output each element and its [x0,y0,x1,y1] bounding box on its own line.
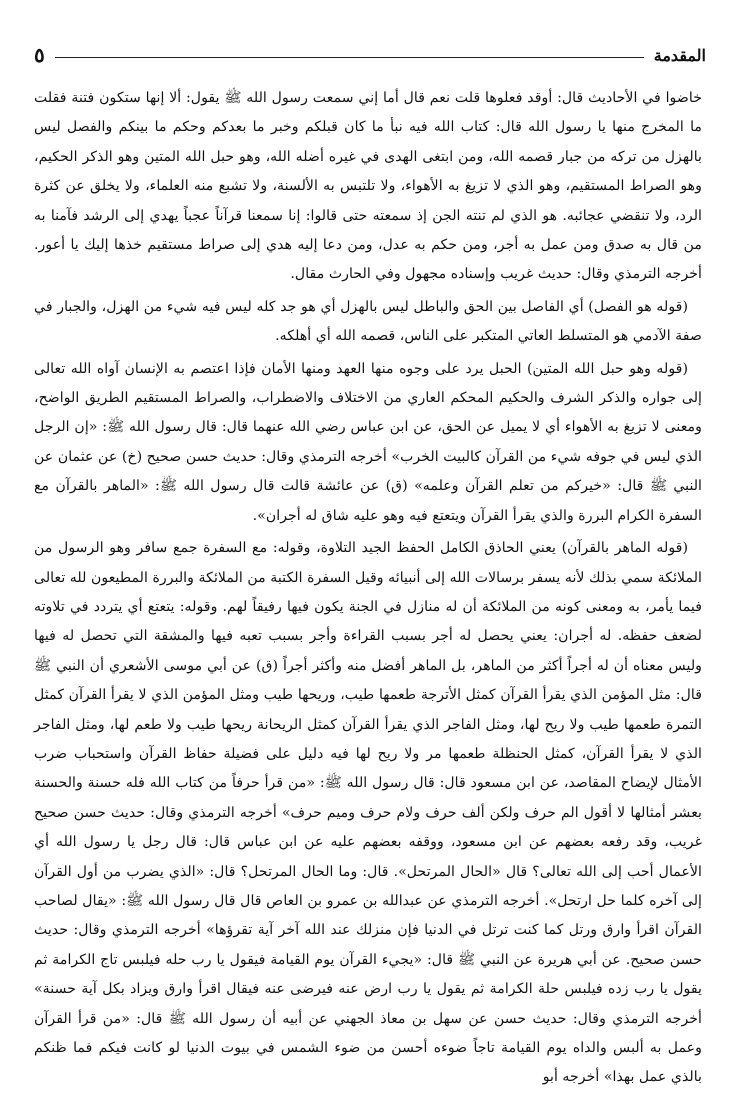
page-number: ٥ [34,43,45,67]
paragraph: (قوله هو الفصل) أي الفاصل بين الحق والباطل ليس بالهزل أي هو جد كله ليس فيه شيء من الهزل، والجبار في صفة الآدمي هو المتسلط العاتي المتكبر على الناس، قصمه الله أي أهلكه. [34,298,702,345]
paragraph: (قوله وهو حبل الله المتين) الحبل يرد على وجوه منها العهد ومنها الأمان فإذا اعتصم به الإنسان آواه الله تعالى إلى جواره والذكر الشرف والحكيم المحكم العاري من الاختلاف والاضطراب، والصراط المستقيم الطريق الواضح، ومعنى لا تزيغ به الأهواء أي لا يميل عن الحق، عن ابن عباس رضي الله عنهما قال: قال رسول الله ﷺ: «إن الرجل الذي ليس في جوفه شيء من القرآن كالبيت الخرب» أخرجه الترمذي وقال: حديث حسن صحيح (خ) عن عثمان عن النبي ﷺ قال: «خيركم من تعلم القرآن وعلمه» (ق) عن عائشة قالت قال رسول الله ﷺ: «الماهر بالقرآن مع السفرة الكرام البررة والذي يقرأ القرآن ويتعتع فيه وهو عليه شاق له أجران». [34,360,702,524]
header-title: المقدمة [653,45,706,65]
body-text [34,84,702,1093]
running-header [34,42,706,68]
header-rule [55,57,644,58]
paragraph: (قوله الماهر بالقرآن) يعني الحاذق الكامل الحفظ الجيد التلاوة، وقوله: مع السفرة جمع سافر وهو الرسول من الملائكة سمي بذلك لأنه يسفر برسالات الله إلى أنبيائه وقيل السفرة الكتبة من الملائكة والبررة المطيعون لله تعالى فيما يأمر، به ومعنى كونه من الملائكة أن له منازل في الجنة يكون فيها رفيقاً لهم. وقوله: يتعتع أي يتردد في تلاوته لضعف حفظه. له أجران: يعني يحصل له أجر بسبب القراءة وأجر بسبب تعبه فيها والمشقة التي تحصل له فيها وليس معناه أن له أجراً أكثر من الماهر، بل الماهر أفضل منه وأكثر أجراً (ق) عن أبي موسى الأشعري أن النبي ﷺ قال: مثل المؤمن الذي يقرأ القرآن كمثل الأترجة طعمها طيب، وريحها طيب ومثل المؤمن الذي لا يقرأ القرآن كمثل التمرة طعمها طيب ولا ريح لها، ومثل الفاجر الذي يقرأ القرآن كمثل الريحانة ريحها طيب ولا طعم لها، ومثل الفاجر الذي لا يقرأ القرآن، كمثل الحنظلة طعمها مر ولا ريح لها فيه دليل على فضيلة حفاظ القرآن واستحباب ضرب الأمثال لإيضاح المقاصد، عن ابن مسعود قال: قال رسول الله ﷺ: «من قرأ حرفاً من كتاب الله فله حسنة والحسنة بعشر أمثالها لا أقول الم حرف ولكن ألف حرف ولام حرف وميم حرف» أخرجه الترمذي وقال: حديث حسن صحيح غريب، وقد رفعه بعضهم عن ابن مسعود، ووقفه بعضهم عليه عن ابن عباس قال: قال رجل يا رسول الله أي الأعمال أحب إلى الله تعالى؟ قال «الحال المرتحل». قال: وما الحال المرتحل؟ قال: «الذي يضرب من أول القرآن إلى آخره كلما حل ارتحل». أخرجه الترمذي عن عبدالله بن عمرو بن العاص قال قال رسول الله ﷺ: «يقال لصاحب القرآن اقرأ وارق ورتل كما كنت ترتل في الدنيا فإن منزلك عند الله آخر آية تقرؤها» أخرجه الترمذي وقال: حديث حسن صحيح. عن أبي هريرة عن النبي ﷺ قال: «يجيء القرآن يوم القيامة فيقول يا رب حله فيلبس تاج الكرامة ثم يقول يا رب زده فيلبس حلة الكرامة ثم يقول يا رب ارض عنه فيرضى عنه فيقال اقرأ وارق ويزاد بكل آية حسنة» أخرجه الترمذي وقال: حديث حسن عن سهل بن معاذ الجهني عن أبيه أن رسول الله ﷺ قال: «من قرأ القرآن وعمل به ألبس والداه يوم القيامة تاجاً ضوءه أحسن من ضوء الشمس في بيوت الدنيا لو كانت فيكم فما ظنكم بالذي عمل بهذا» أخرجه أبو [34,540,702,1086]
paragraph: خاضوا في الأحاديث قال: أوقد فعلوها قلت نعم قال أما إني سمعت رسول الله ﷺ يقول: ألا إنها ستكون فتنة فقلت ما المخرج منها يا رسول الله قال: كتاب الله فيه نبأ ما كان قبلكم وخبر ما بعدكم وحكم ما بينكم والفصل ليس بالهزل من تركه من جبار قصمه الله، ومن ابتغى الهدى في غيره أضله الله، وهو حبل الله المتين وهو الذكر الحكيم، وهو الصراط المستقيم، وهو الذي لا تزيغ به الأهواء، ولا تلتبس به الألسنة، ولا تشبع منه العلماء، ولا يخلق عن كثرة الرد، ولا تنقضي عجائبه. هو الذي لم تنته الجن إذ سمعته حتى قالوا: إنا سمعنا قرآناً عجباً يهدي إلى الرشد فآمنا به من قال به صدق ومن عمل به أجر، ومن حكم به عدل، ومن دعا إليه هدي إلى صراط مستقيم خذها إليك يا أعور. أخرجه الترمذي وقال: حديث غريب وإسناده مجهول وفي الحارث مقال. [34,90,702,283]
